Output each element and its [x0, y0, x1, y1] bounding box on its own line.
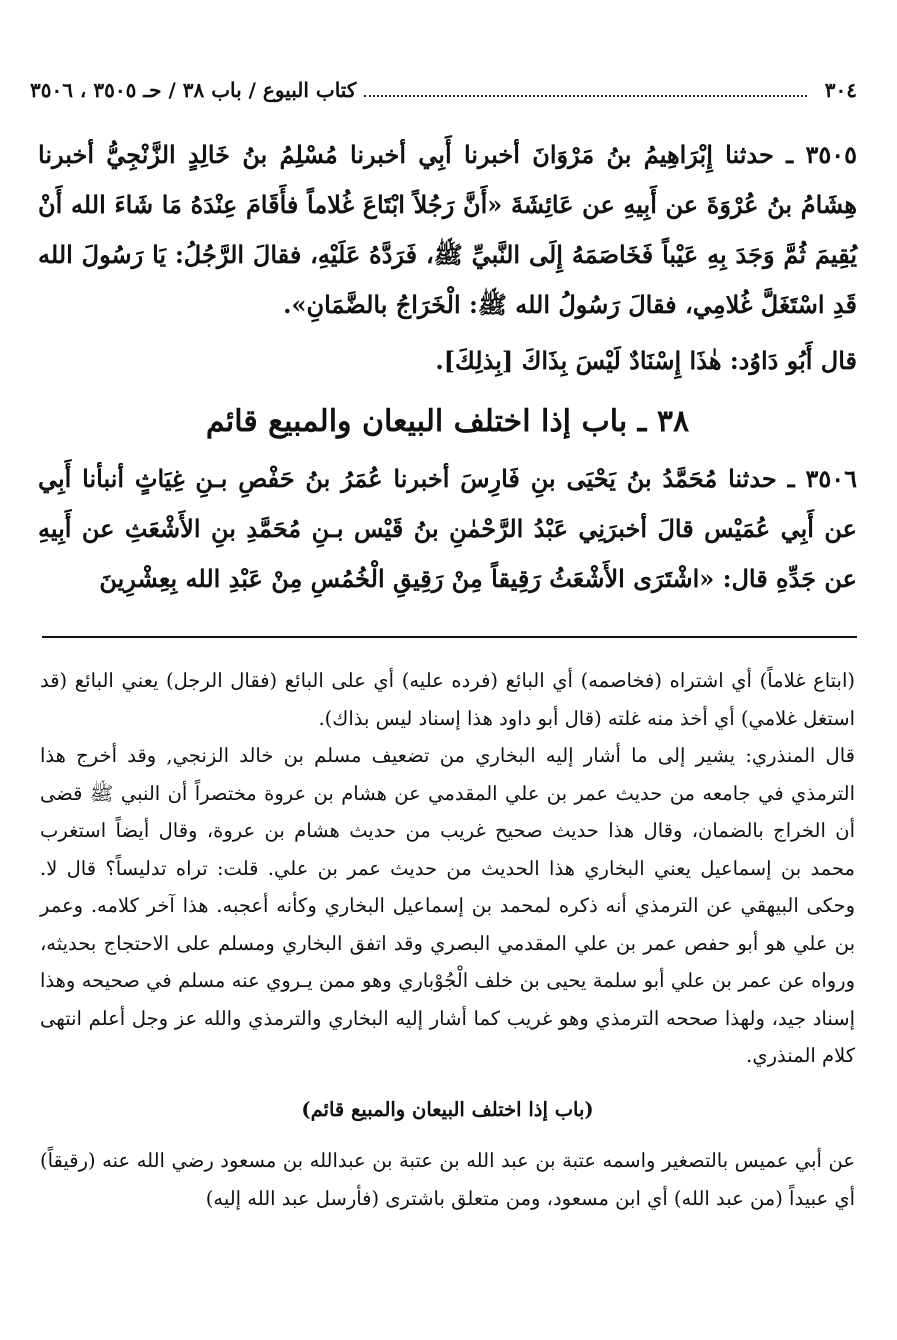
chapter-heading: ٣٨ ـ باب إذا اختلف البيعان والمبيع قائم: [205, 404, 690, 439]
running-title: كتاب البيوع / باب ٣٨ / حـ ٣٥٠٥ ، ٣٥٠٦: [30, 78, 357, 102]
page-header: [30, 78, 857, 112]
commentary-paragraph-2: قال المنذري: يشير إلى ما أشار إليه البخاري من تضعيف مسلم بن خالد الزنجي, وقد أخرج هذا الترمذي في جامعه من حديث عمر بن علي المقدمي عن هشام بن عروة مختصراً أن النبي ﷺ قضى أن الخراج بالضمان، وقال هذا حديث صحيح غريب من حديث هشام بن عروة، وقال أيضاً استغرب محمد بن إسماعيل يعني البخاري هذا الحديث من حديث عمر بن علي. قلت: تراه تدليساً؟ قال لا. وحكى البيهقي عن الترمذي أنه ذكره لمحمد بن إسماعيل البخاري وكأنه أعجبه. هذا آخر كلامه. وعمر بن علي هو أبو حفص عمر بن علي المقدمي البصري وقد اتفق البخاري ومسلم على الاحتجاج بحديثه، ورواه عن عمر بن علي أبو سلمة يحيى بن خلف الْجُوْباري وهو ممن يـروي عنه مسلم في صحيحه وهذا إسناد جيد، ولهذا صححه الترمذي وهو غريب كما أشار إليه البخاري والترمذي والله عز وجل أعلم انتهى كلام المنذري.: [40, 744, 855, 1067]
abu-dawud-note: قال أَبُو دَاوُد: هٰذَا إِسْنَادٌ لَيْسَ بِذَاكَ [بِذلِكَ].: [435, 346, 857, 375]
footnote-divider: [42, 636, 857, 638]
hadith-3505: ٣٥٠٥ ـ حدثنا إِبْرَاهِيمُ بنُ مَرْوَانَ أخبرنا أَبِي أخبرنا مُسْلِمُ بنُ خَالِدٍ الزَّنْجِيُّ أخبرنا هِشَامُ بنُ عُرْوَةَ عن أَبِيهِ عن عَائِشَةَ «أَنَّ رَجُلاً ابْتَاعَ غُلاماً فأَقَامَ عِنْدَهُ مَا شَاءَ الله أَنْ يُقِيمَ ثُمَّ وَجَدَ بِهِ عَيْباً فَخَاصَمَهُ إِلَى النَّبيِّ ﷺ، فَرَدَّهُ عَلَيْهِ، فقالَ الرَّجُلُ: يَا رَسُولَ الله قَدِ اسْتَغَلَّ غُلامِي، فقالَ رَسُولُ الله ﷺ: الْخَرَاجُ بالضَّمَانِ».: [38, 140, 857, 319]
commentary-subheading: (باب إذا اختلف البيعان والمبيع قائم): [301, 1097, 594, 1121]
commentary-section: [40, 662, 855, 1217]
page-number: ٣٠٤: [824, 78, 857, 102]
header-dotted-leader: [364, 93, 806, 97]
commentary-paragraph-3: عن أبي عميس بالتصغير واسمه عتبة بن عبد الله بن عتبة بن عبدالله بن مسعود رضي الله عنه (رقيقاً) أي عبيداً (من عبد الله) أي ابن مسعود، ومن متعلق باشترى (فأرسل عبد الله إليه): [40, 1149, 855, 1210]
hadith-3506: ٣٥٠٦ ـ حدثنا مُحَمَّدُ بنُ يَحْيَى بنِ فَارِسَ أخبرنا عُمَرُ بنُ حَفْصِ بـنِ غِيَاثٍ أنبأنا أَبِي عن أَبِي عُمَيْس قالَ أخبرَنِي عَبْدُ الرَّحْمٰنِ بنُ قَيْس بـنِ مُحَمَّدِ بنِ الأَشْعَثِ عن أَبِيهِ عن جَدِّهِ قال: «اشْتَرَى الأَشْعَثُ رَقِيقاً مِنْ رَقِيقِ الْخُمُسِ مِنْ عَبْدِ الله بِعِشْرِينَ: [38, 464, 857, 593]
commentary-paragraph-1: (ابتاع غلاماً) أي اشتراه (فخاصمه) أي البائع (فرده عليه) أي على البائع (فقال الرجل) يعني البائع (قد استغل غلامي) أي أخذ منه غلته (قال أبو داود هذا إسناد ليس بذاك).: [40, 669, 855, 730]
main-text: [38, 130, 857, 604]
